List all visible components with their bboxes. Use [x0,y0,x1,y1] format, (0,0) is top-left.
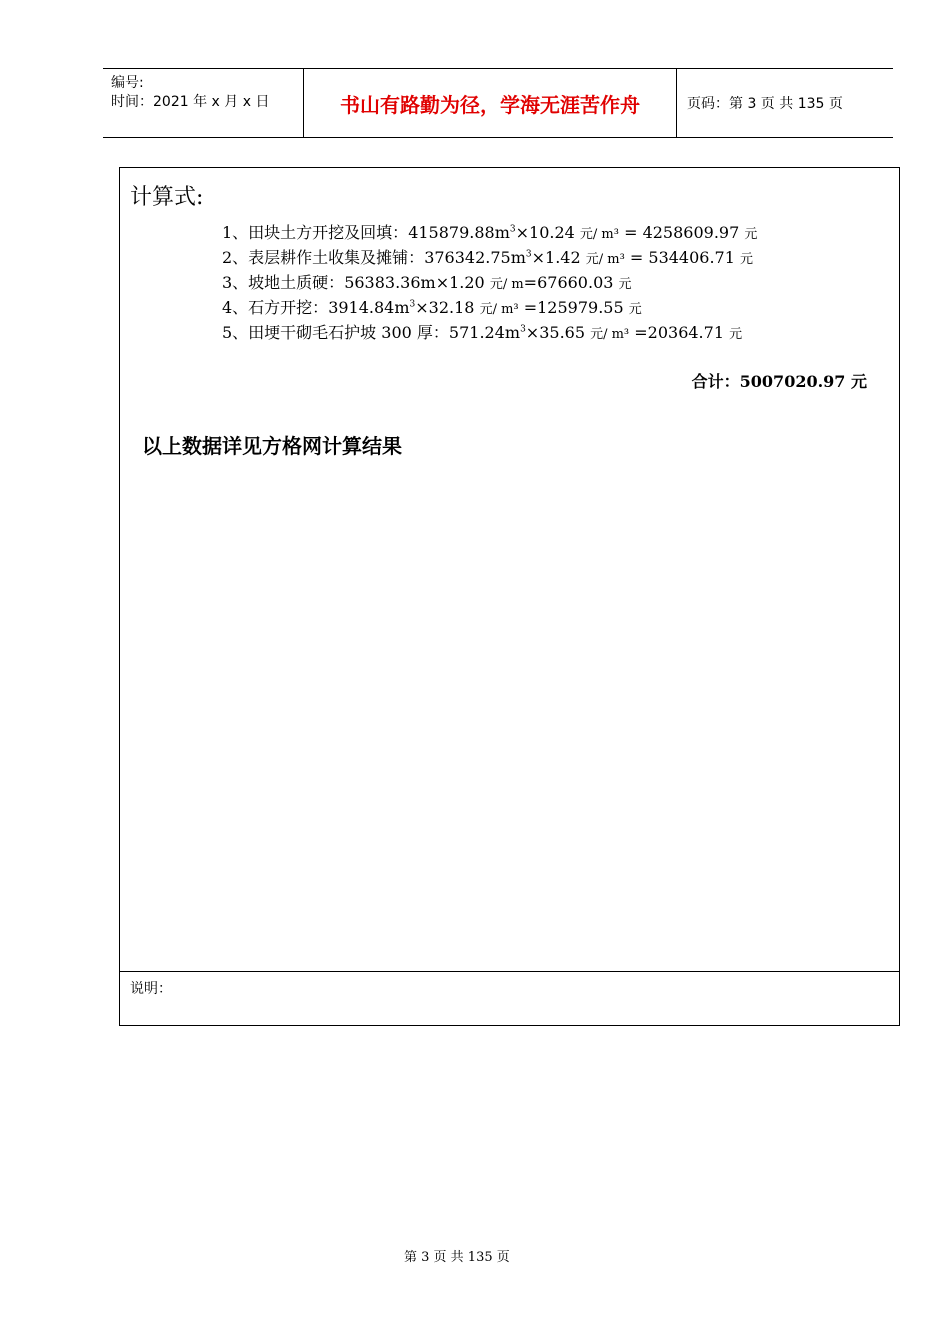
line-rate: ×1.42 [531,248,586,267]
calc-line-2 [222,245,753,268]
line-qty: 415879.88m [408,223,510,242]
line-prefix: 4、石方开挖： [222,298,329,317]
calc-line-5 [222,320,742,343]
line-unit2: 元 [618,277,632,292]
line-prefix: 5、田埂干砌毛石护坡 300 厚： [222,323,449,342]
time-label: 时间：2021 年 x 月 x 日 [111,94,270,110]
line-unit: 元/ m³ [590,327,630,342]
line-sup: 3 [409,299,416,310]
line-result: = 534406.71 [624,248,740,267]
line-qty: 3914.84m [328,298,410,317]
header-meta [103,69,304,137]
line-unit2: 元 [628,302,642,317]
line-prefix: 2、表层耕作土收集及摊铺： [222,248,425,267]
line-unit2: 元 [740,252,754,267]
line-result: =125979.55 [518,298,629,317]
line-rate: ×1.20 [435,273,490,292]
line-result: =20364.71 [629,323,730,342]
line-rate: ×10.24 [515,223,580,242]
line-rate: ×32.18 [415,298,480,317]
calc-title: 计算式: [130,185,204,210]
explanation-label: 说明： [130,981,172,997]
calc-line-1 [222,220,757,243]
line-sup: 3 [520,324,526,335]
calc-line-3 [222,270,632,293]
line-sup: 3 [509,224,516,235]
calculation-box [119,167,900,1026]
line-qty: 56383.36m [344,273,436,292]
line-unit: 元/ m³ [579,227,619,242]
line-prefix: 1、田块土方开挖及回填： [222,223,409,242]
line-sup: 3 [525,249,532,260]
line-result: =67660.03 [523,273,619,292]
header-motto: 书山有路勤为径，学海无涯苦作舟 [304,69,677,137]
line-qty: 571.24m [448,323,521,342]
line-rate: ×35.65 [525,323,591,342]
calc-line-4 [222,295,642,318]
header-page-info: 页码：第 3 页 共 135 页 [687,96,843,112]
line-unit2: 元 [744,227,758,242]
line-unit: 元/ m [489,277,524,292]
page-header [103,68,893,138]
section-divider [120,971,899,972]
line-qty: 376342.75m [424,248,526,267]
line-result: = 4258609.97 [618,223,745,242]
total-amount: 合计：5007020.97 元 [691,372,867,391]
line-unit2: 元 [729,327,743,342]
line-unit: 元/ m³ [479,302,519,317]
line-unit: 元/ m³ [585,252,625,267]
data-note: 以上数据详见方格网计算结果 [142,434,402,458]
page-footer: 第 3 页 共 135 页 [404,1250,510,1265]
line-prefix: 3、坡地土质硬： [222,273,345,292]
number-label: 编号: [111,75,144,91]
